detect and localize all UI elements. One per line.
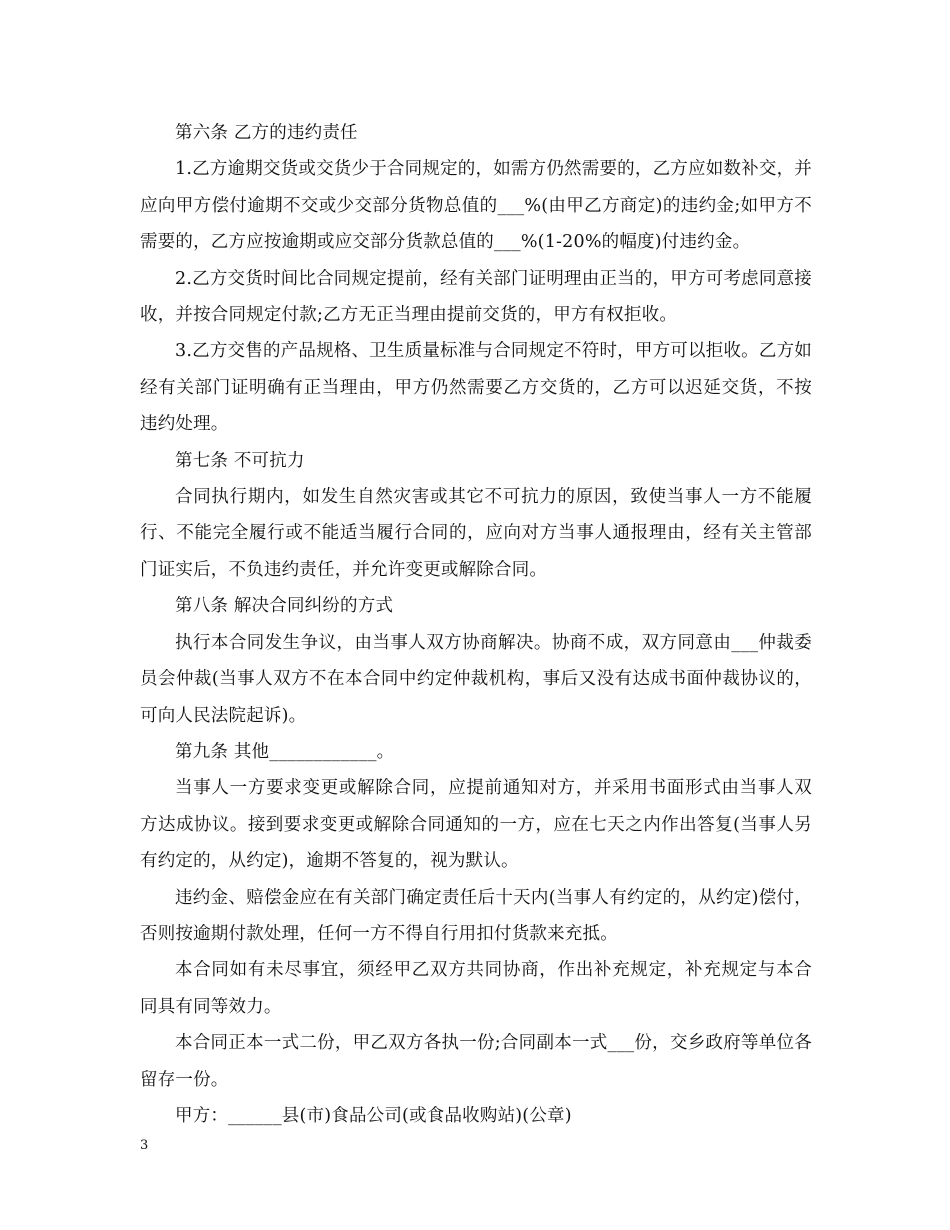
article-9-paragraph-3: 本合同如有未尽事宜，须经甲乙双方共同协商，作出补充规定，补充规定与本合同具有同等效力。: [140, 960, 812, 1017]
article-8-heading: 第八条 解决合同纠纷的方式: [175, 596, 394, 617]
article-8-text: 执行本合同发生争议，由当事人双方协商解决。协商不成，双方同意由___仲裁委员会仲裁(当事人双方不在本合同中约定仲裁机构，事后又没有达成书面仲裁协议的，可向人民法院起诉)。: [140, 632, 812, 726]
article-7-text: 合同执行期内，如发生自然灾害或其它不可抗力的原因，致使当事人一方不能履行、不能完全履行或不能适当履行合同的，应向对方当事人通报理由，经有关主管部门证实后，不负违约责任，并允许变更或解除合同。: [140, 487, 812, 580]
article-7-heading: 第七条 不可抗力: [175, 450, 305, 471]
party-a-signature-line: 甲方：______县(市)食品公司(或食品收购站)(公章): [175, 1105, 572, 1126]
article-9-paragraph-1: 当事人一方要求变更或解除合同，应提前通知对方，并采用书面形式由当事人双方达成协议。接到要求变更或解除合同通知的一方，应在七天之内作出答复(当事人另有约定的，从约定)，逾期不答复的，视为默认。: [140, 778, 812, 872]
page-number: 3: [140, 1138, 149, 1153]
article-9-paragraph-2: 违约金、赔偿金应在有关部门确定责任后十天内(当事人有约定的，从约定)偿付，否则按逾期付款处理，任何一方不得自行用扣付货款来充抵。: [140, 887, 812, 944]
article-6-clause-2: 2.乙方交货时间比合同规定提前，经有关部门证明理由正当的，甲方可考虑同意接收，并按合同规定付款;乙方无正当理由提前交货的，甲方有权拒收。: [140, 268, 812, 326]
article-6-heading: 第六条 乙方的违约责任: [175, 123, 358, 143]
article-9-heading: 第九条 其他____________。: [175, 741, 395, 762]
document-body: [140, 115, 812, 1134]
article-6-clause-3: 3.乙方交售的产品规格、卫生质量标准与合同规定不符时，甲方可以拒收。乙方如经有关部门证明确有正当理由，甲方仍然需要乙方交货的，乙方可以迟延交货，不按违约处理。: [140, 341, 812, 435]
article-9-paragraph-4: 本合同正本一式二份，甲乙双方各执一份;合同副本一式___份，交乡政府等单位各留存一份。: [140, 1033, 812, 1090]
article-6-clause-1: 1.乙方逾期交货或交货少于合同规定的，如需方仍然需要的，乙方应如数补交，并应向甲方偿付逾期不交或少交部分货物总值的___%(由甲乙方商定)的违约金;如甲方不需要的，乙方应按逾期或应交部分货款总值的___%(1-20%的幅度)付违约金。: [140, 159, 812, 253]
